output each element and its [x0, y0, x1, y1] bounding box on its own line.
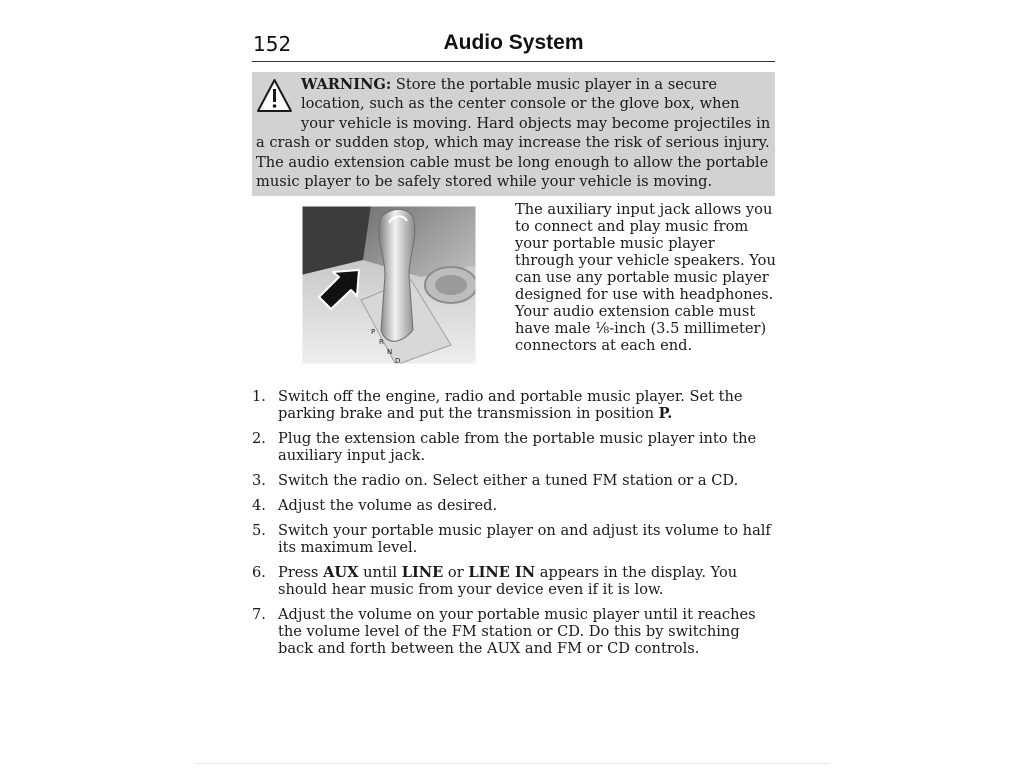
list-item — [252, 388, 775, 422]
page-title: Audio System — [443, 31, 584, 54]
warning-label: WARNING: — [301, 76, 392, 93]
step-number: 3. — [252, 472, 266, 489]
step-text: or — [443, 564, 469, 581]
warning-text: Store the portable music player in a secure location, such as the center console or the glove box, when your vehicle is moving. Hard objects may become projectiles in a crash or sudden stop, which may increase the risk of serious injury. The audio extension cable must be long enough to allow the portable music player to be safely stored while your vehicle is moving. — [256, 76, 771, 191]
list-item — [252, 522, 775, 556]
line-in-display-label: LINE IN — [468, 564, 536, 581]
gear-label-r: R — [379, 338, 384, 346]
line-display-label: LINE — [401, 564, 444, 581]
step-text: Switch your portable music player on and adjust its volume to half its maximum level. — [278, 522, 771, 556]
step-number: 6. — [252, 564, 266, 581]
step-number: 5. — [252, 522, 266, 539]
warning-triangle-icon — [256, 77, 293, 115]
page-header — [252, 30, 775, 62]
step-number: 7. — [252, 606, 266, 623]
step-text: Adjust the volume as desired. — [278, 497, 498, 514]
list-item — [252, 472, 775, 489]
steps-list — [252, 388, 775, 665]
step-text: Adjust the volume on your portable music player until it reaches the volume level of the FM station or CD. Do this by switching back and forth between the AUX and FM or CD controls. — [278, 606, 756, 657]
step-text: Switch off the engine, radio and portable music player. Set the parking brake and put the transmission in position — [278, 388, 743, 422]
warning-box — [252, 72, 775, 196]
gear-label-p: P — [371, 328, 376, 336]
gear-shifter-illustration — [301, 205, 477, 365]
step-text: until — [358, 564, 402, 581]
step-text-bold: P. — [658, 405, 673, 422]
step-text: appears in the display. You should hear music from your device even if it is low. — [278, 564, 738, 598]
page-bottom-divider — [195, 763, 830, 764]
step-number: 2. — [252, 430, 266, 447]
list-item — [252, 430, 775, 464]
aux-input-description: The auxiliary input jack allows you to connect and play music from your portable music player through your vehicle speakers. You can use any portable music player designed for use with headphones. Your audio extension cable must have male ⅛-inch (3.5 millimeter) connectors at each end. — [515, 201, 776, 354]
step-text: Plug the extension cable from the portable music player into the auxiliary input jack. — [278, 430, 757, 464]
page-number: 152 — [253, 32, 292, 56]
step-text: Switch the radio on. Select either a tuned FM station or a CD. — [278, 472, 739, 489]
step-number: 4. — [252, 497, 266, 514]
list-item — [252, 497, 775, 514]
gear-shifter-image — [301, 205, 477, 365]
aux-button-label: AUX — [323, 564, 359, 581]
step-text: Press — [278, 564, 324, 581]
list-item — [252, 564, 775, 598]
gear-label-d: D — [395, 357, 401, 365]
step-number: 1. — [252, 388, 266, 405]
list-item — [252, 606, 775, 657]
gear-label-n: N — [387, 348, 393, 356]
